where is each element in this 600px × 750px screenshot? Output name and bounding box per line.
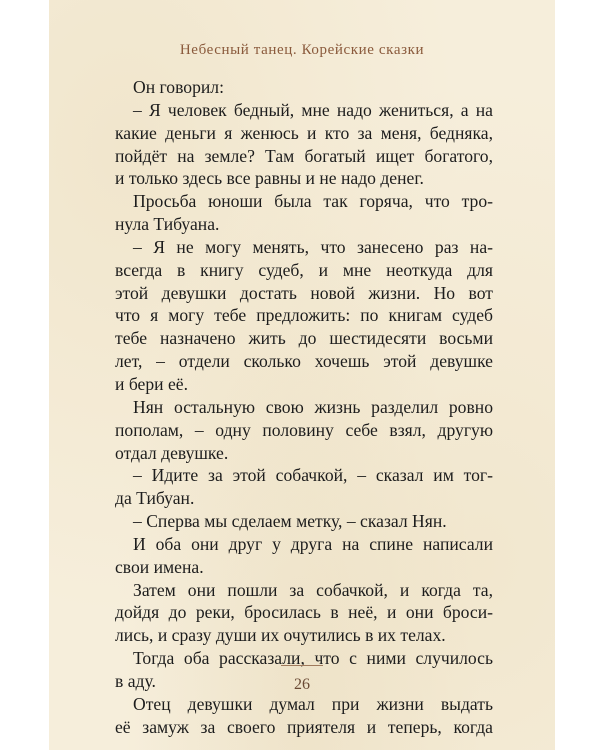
text-line: в аду. [115, 670, 156, 691]
text-line: всегда в книгу судеб, и мне неоткуда для [115, 259, 493, 280]
text-line: И оба они друг у друга на спине написали [133, 533, 493, 554]
text-line: – Сперва мы сделаем метку, – сказал Нян. [133, 511, 447, 532]
running-head: Небесный танец. Корейские сказки [179, 42, 425, 58]
text-line: Отец девушки думал при жизни выдать [133, 693, 493, 714]
text-line: какие деньги я женюсь и кто за меня, бедняка, [115, 122, 493, 143]
text-line: и только здесь все равны и не надо денег. [115, 168, 424, 189]
text-line: её замуж за своего приятеля и теперь, когда [115, 716, 493, 737]
text-line: и бери её. [115, 373, 188, 394]
text-line: что я могу тебе предложить: по книгам судеб [115, 305, 493, 326]
text-line: – Идите за этой собачкой, – сказал им тог- [133, 465, 493, 486]
text-line: – Я не могу менять, что занесено раз на- [133, 236, 493, 257]
text-line: свои имена. [115, 556, 204, 577]
text-line: тебе назначено жить до шестидесяти восьми [115, 328, 493, 349]
text-line: пополам, – одну половину себе взял, другую [115, 419, 493, 440]
text-line: нула Тибуана. [115, 214, 220, 235]
text-line: лись, и сразу души их очутились в их телах. [115, 625, 446, 646]
page-number: 26 [294, 676, 310, 693]
text-line: Просьба юноши была так горяча, что тро- [133, 191, 493, 212]
text-line: Он говорил: [133, 77, 224, 97]
text-line: Тогда оба рассказали, что с ними случилось [133, 648, 493, 669]
folio-rule [281, 665, 323, 666]
book-page [49, 0, 555, 750]
text-line: – Я человек бедный, мне надо жениться, а на [133, 99, 493, 120]
text-line: Затем они пошли за собачкой, и когда та, [133, 579, 493, 600]
text-line: дойдя до реки, бросилась в неё, и они броси- [115, 602, 493, 623]
text-line: да Тибуан. [115, 488, 195, 509]
body-text [115, 76, 493, 738]
text-line: лет, – отдели сколько хочешь этой девушке [115, 351, 493, 372]
text-line: пойдёт на земле? Там богатый ищет богатого, [115, 145, 493, 166]
text-line: отдал девушке. [115, 442, 229, 463]
text-line: Нян остальную свою жизнь разделил ровно [133, 396, 493, 417]
text-line: этой девушки достать новой жизни. Но вот [115, 282, 493, 303]
